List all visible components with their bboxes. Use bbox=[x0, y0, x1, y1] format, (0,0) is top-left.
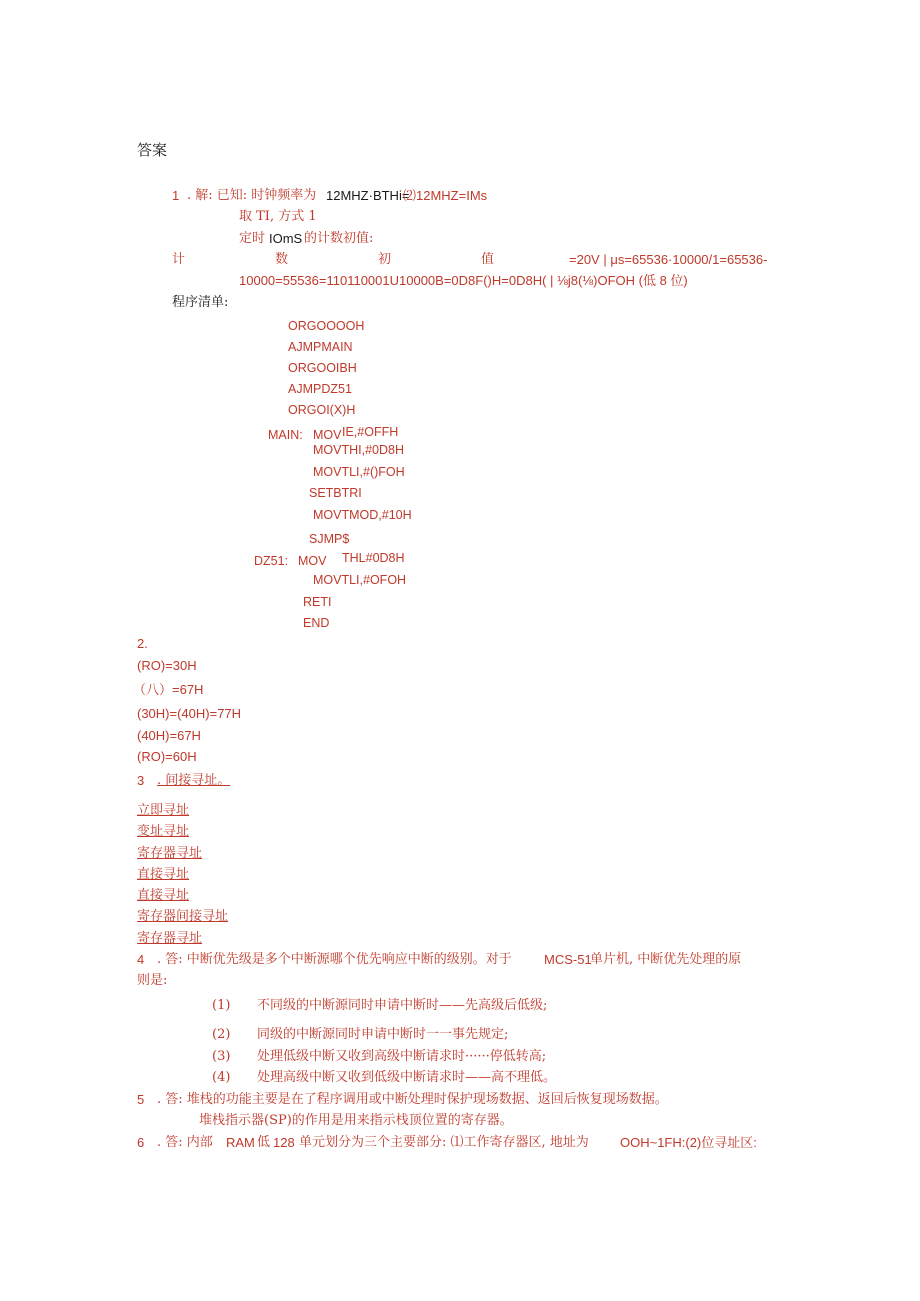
q1-calc-chu: 初 bbox=[378, 252, 392, 267]
q3-number: 3 bbox=[137, 773, 145, 788]
code-line-10: MOVTMOD,#10H bbox=[313, 508, 412, 522]
code-line-13: MOVTLI,#OFOH bbox=[313, 573, 407, 587]
q4-line1-c: 单片机, 中断优先处理的原 bbox=[590, 952, 742, 967]
q1-calc-zhi: 值 bbox=[481, 252, 495, 267]
code-line-11: SJMP$ bbox=[309, 532, 350, 546]
q1-number: 1 bbox=[172, 188, 180, 203]
code-line-9: SETBTRI bbox=[309, 486, 362, 500]
q6-line1-d: 128 bbox=[273, 1135, 295, 1150]
code-line-14: RETI bbox=[303, 595, 332, 609]
q4-line1-b: MCS-51 bbox=[544, 952, 592, 967]
code-dz-label: DZ51: bbox=[254, 554, 289, 568]
q1-line1-a: . 解: 已知: 时钟频率为 bbox=[187, 188, 317, 203]
q4-item-2-num: (2) bbox=[212, 1027, 231, 1042]
q4-line2: 则是: bbox=[137, 973, 168, 988]
q5-line2: 堆栈指示器(SP)的作用是用来指示栈顶位置的寄存器。 bbox=[199, 1113, 513, 1128]
q1-calc-formula: =20V | μs=65536·10000/1=65536- bbox=[569, 252, 768, 267]
code-line-1: ORGOOOOH bbox=[288, 319, 365, 333]
q3-answer-5: 直接寻址 bbox=[137, 867, 190, 882]
q1-calc-result: 10000=55536=110110001U10000B=0D8F()H=0D8H( | ⅛j8(⅛)OFOH (低 8 位) bbox=[239, 273, 688, 288]
code-main-mov: MOV bbox=[313, 428, 342, 442]
page-heading: 答案 bbox=[137, 141, 168, 159]
q4-item-4-text: 处理高级中断又收到低级中断请求时——高不理低。 bbox=[257, 1070, 557, 1085]
q3-answer-8: 寄存器寻址 bbox=[137, 931, 203, 946]
q3-answer-1: . 间接寻址。 bbox=[157, 773, 231, 788]
q3-answer-4: 寄存器寻址 bbox=[137, 846, 203, 861]
q1-calc-ji: 计 bbox=[172, 252, 186, 267]
q1-line3-c: 的计数初值: bbox=[304, 231, 374, 246]
q4-item-3-num: (3) bbox=[212, 1049, 231, 1064]
q4-item-1-text: 不同级的中断源同时申请中断时——先高级后低级; bbox=[257, 998, 548, 1013]
q1-line1-b: 12MHZ·BTHi= bbox=[326, 188, 410, 203]
q3-answer-6: 直接寻址 bbox=[137, 888, 190, 903]
q6-line1-e: 单元划分为三个主要部分: ⑴工作寄存器区, 地址为 bbox=[299, 1135, 589, 1150]
q1-line2: 取 TI, 方式 1 bbox=[239, 209, 317, 224]
q4-line1-a: . 答: 中断优先级是多个中断源哪个优先响应中断的级别。对于 bbox=[157, 952, 512, 967]
q2-number: 2. bbox=[137, 636, 148, 651]
code-main-arg: IE,#OFFH bbox=[342, 425, 399, 439]
q3-answer-2: 立即寻址 bbox=[137, 803, 190, 818]
q1-listing-label: 程序清单: bbox=[172, 295, 229, 310]
code-line-4: AJMPDZ51 bbox=[288, 382, 352, 396]
q6-line1-c: 低 bbox=[257, 1135, 271, 1150]
code-dz-mov: MOV bbox=[298, 554, 327, 568]
q1-line3-b: IOmS bbox=[269, 231, 303, 246]
code-line-3: ORGOOIBH bbox=[288, 361, 357, 375]
q3-answer-7: 寄存器间接寻址 bbox=[137, 909, 229, 924]
q4-item-4-num: (4) bbox=[212, 1070, 231, 1085]
q2-result-3: (30H)=(40H)=77H bbox=[137, 706, 242, 721]
q3-answer-3: 变址寻址 bbox=[137, 824, 190, 839]
q6-line1-b: RAM bbox=[226, 1135, 255, 1150]
code-line-2: AJMPMAIN bbox=[288, 340, 353, 354]
q6-line1-a: . 答: 内部 bbox=[157, 1135, 213, 1150]
q4-item-3-text: 处理低级中断又收到高级中断请求时······停低转高; bbox=[257, 1049, 547, 1064]
q5-line1: . 答: 堆栈的功能主要是在了程序调用或中断处理时保护现场数据、返回后恢复现场数据。 bbox=[157, 1092, 668, 1107]
q1-calc-shu: 数 bbox=[275, 252, 289, 267]
q4-item-2-text: 同级的中断源同时申请中断时一一事先规定; bbox=[257, 1027, 509, 1042]
q4-number: 4 bbox=[137, 952, 145, 967]
q6-line1-f: OOH~1FH:(2)位寻址区: bbox=[620, 1135, 757, 1150]
code-dz-arg: THL#0D8H bbox=[342, 551, 405, 565]
q2-result-5: (RO)=60H bbox=[137, 749, 197, 764]
q2-result-1: (RO)=30H bbox=[137, 658, 197, 673]
q5-number: 5 bbox=[137, 1092, 145, 1107]
q2-result-4: (40H)=67H bbox=[137, 728, 201, 743]
q6-number: 6 bbox=[137, 1135, 145, 1150]
code-line-8: MOVTLI,#()FOH bbox=[313, 465, 405, 479]
q1-line3-a: 定时 bbox=[239, 231, 266, 246]
q1-line1-c: ⑵12MHZ=IMs bbox=[403, 188, 488, 203]
code-line-7: MOVTHI,#0D8H bbox=[313, 443, 404, 457]
q2-result-2: （八）=67H bbox=[133, 682, 204, 697]
code-line-15: END bbox=[303, 616, 330, 630]
q4-item-1-num: (1) bbox=[212, 998, 231, 1013]
code-line-5: ORGOI(X)H bbox=[288, 403, 356, 417]
code-main-label: MAIN: bbox=[268, 428, 303, 442]
